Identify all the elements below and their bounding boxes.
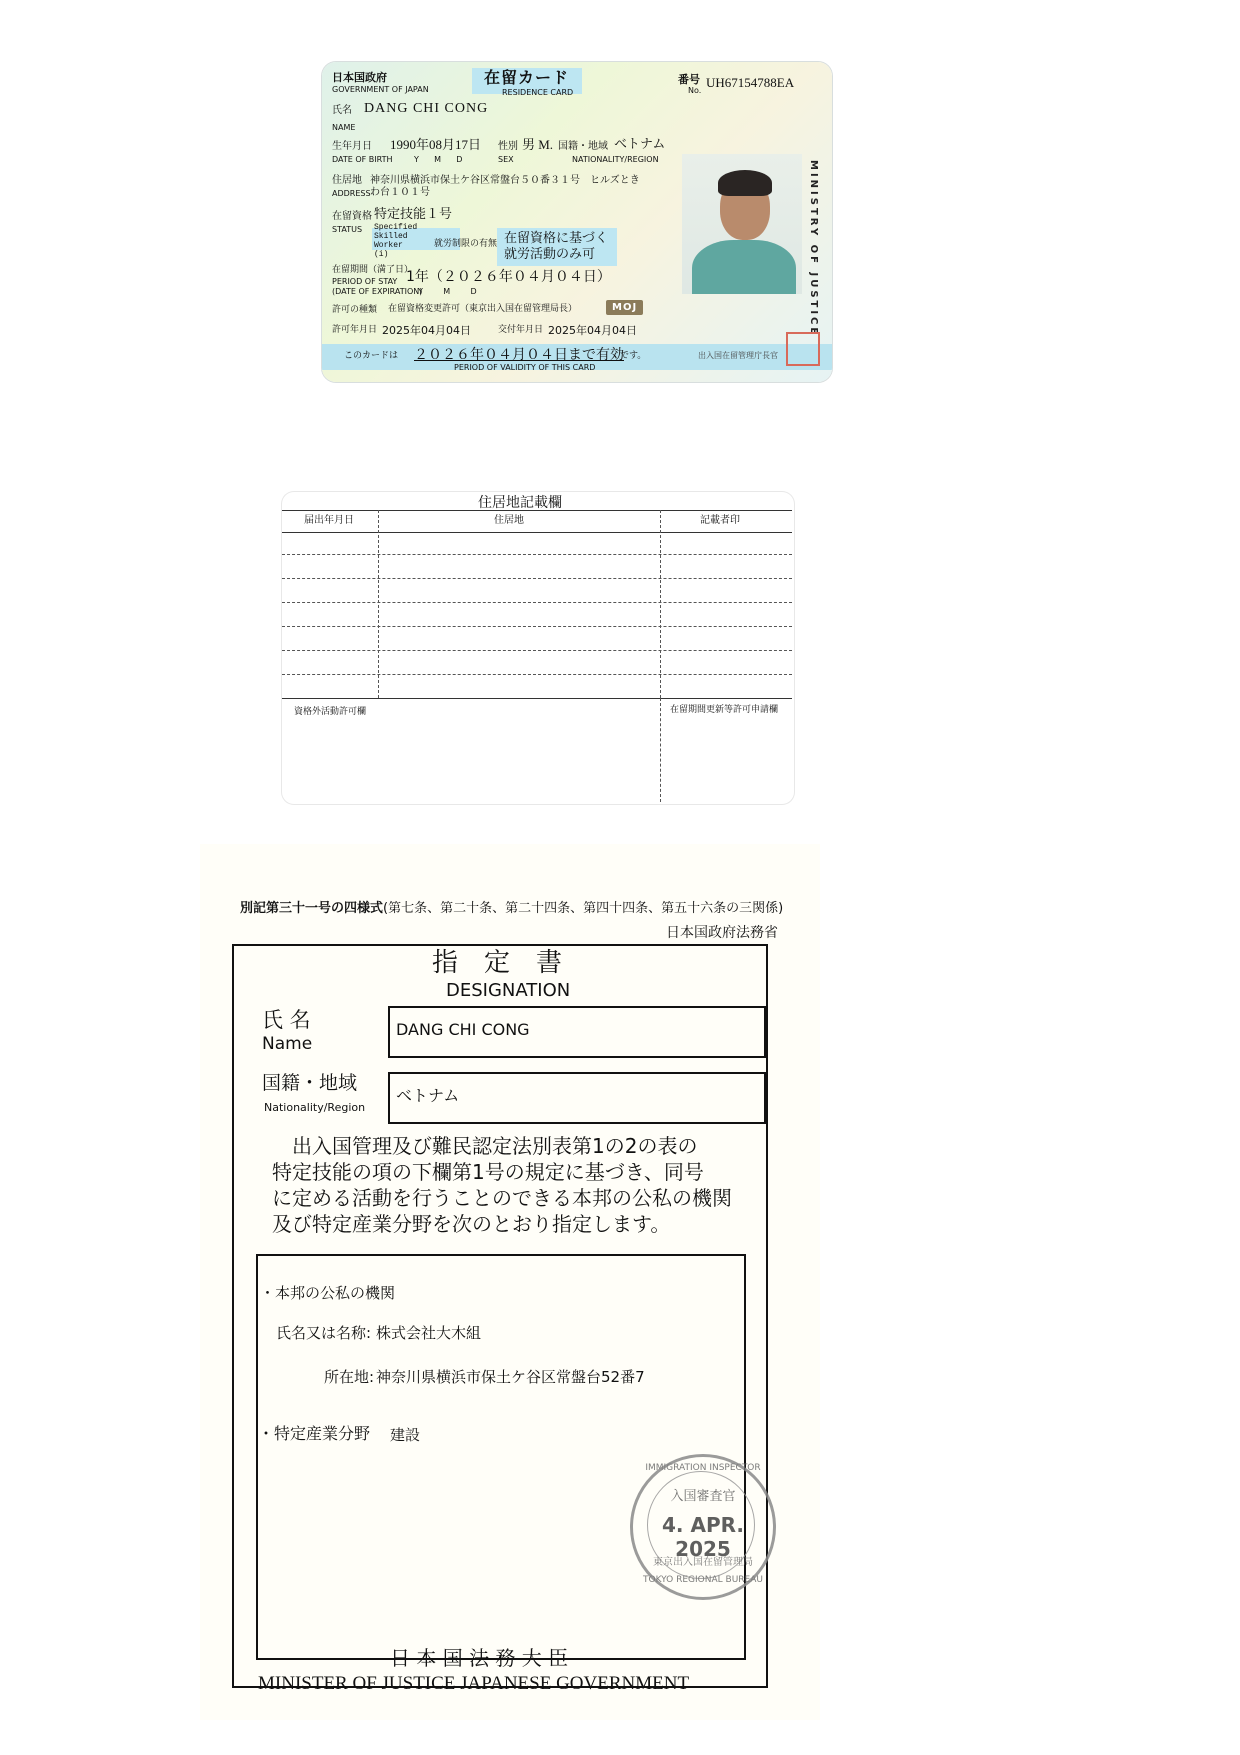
permission-outside-label: 資格外活動許可欄 xyxy=(294,707,367,717)
col-divider xyxy=(660,698,661,802)
work-limit-label: 就労制限の有無 xyxy=(434,239,498,249)
back-title: 住居地記載欄 xyxy=(478,495,562,511)
card-title-jp: 在留カード xyxy=(484,68,570,87)
seal-bottom-jp: 東京出入国在留管理局 xyxy=(653,1557,753,1568)
ministry-name: 日本国政府法務省 xyxy=(666,925,778,941)
period-ymd: Y M D xyxy=(418,287,477,296)
gov-jp: 日本国政府 xyxy=(332,71,387,84)
section-rule xyxy=(282,698,792,699)
org-address: 神奈川県横浜市保土ケ谷区常盤台52番7 xyxy=(376,1368,645,1386)
sex-label-en: SEX xyxy=(498,155,514,164)
designation-document xyxy=(200,844,820,1720)
card-name: DANG CHI CONG xyxy=(364,101,489,116)
validity-value: ２０２６年０４月０４日まで有効 xyxy=(414,347,624,363)
designation-title-jp: 指 定 書 xyxy=(432,948,563,978)
nationality-label-en: NATIONALITY/REGION xyxy=(572,155,659,164)
ministry-vertical-text: MINISTRY OF JUSTICE xyxy=(808,160,819,338)
period-label-en-2: (DATE OF EXPIRATION) xyxy=(332,287,423,296)
validity-en: PERIOD OF VALIDITY OF THIS CARD xyxy=(454,363,596,372)
status-value: 特定技能１号 xyxy=(374,207,453,222)
number-label-en: No. xyxy=(688,86,702,95)
status-label-jp: 在留資格 xyxy=(332,211,372,222)
seal-jp-text: 入国審査官 xyxy=(670,1489,736,1504)
address-line2: わ台１０１号 xyxy=(370,187,430,198)
work-limit-line2: 就労活動のみ可 xyxy=(504,247,596,262)
name-label-en: Name xyxy=(262,1034,313,1054)
permit-date-label: 許可年月日 xyxy=(332,325,378,335)
gov-en: GOVERNMENT OF JAPAN xyxy=(332,85,429,94)
designation-nationality: ベトナム xyxy=(396,1086,460,1105)
org-name: 株式会社大木組 xyxy=(376,1324,482,1342)
sex-value: 男 M. xyxy=(522,137,554,152)
official-seal-icon xyxy=(786,332,820,366)
period-label-jp: 在留期間（満了日） xyxy=(332,265,414,275)
moj-badge: MOJ xyxy=(606,300,643,315)
number-label-jp: 番号 xyxy=(678,73,700,86)
form-reference-rest: (第七条、第二十条、第二十四条、第四十四条、第五十六条の三関係) xyxy=(383,901,784,916)
body-line-4: 及び特定産業分野を次のとおり指定します。 xyxy=(272,1212,671,1236)
address-label-jp: 住居地 xyxy=(332,175,362,186)
status-en-4: (i) xyxy=(374,250,389,259)
header-rule-top xyxy=(282,510,792,511)
work-limit-line1: 在留資格に基づく xyxy=(504,231,609,246)
footer-en: MINISTER OF JUSTICE JAPANESE GOVERNMENT xyxy=(258,1673,690,1694)
name-label-jp: 氏名 xyxy=(332,105,352,116)
row-line xyxy=(282,626,792,627)
body-line-1: 出入国管理及び難民認定法別表第1の2の表の xyxy=(292,1134,698,1158)
row-line xyxy=(282,650,792,651)
field-value: 建設 xyxy=(390,1426,421,1444)
status-label-en: STATUS xyxy=(332,225,363,234)
col-divider xyxy=(378,510,379,698)
nationality-label-jp: 国籍・地域 xyxy=(262,1072,358,1094)
footer-jp: 日 本 国 法 務 大 臣 xyxy=(390,1646,569,1670)
issuer-name: 出入国在留管理庁長官 xyxy=(698,351,778,360)
permit-type-value: 在留資格変更許可（東京出入国在留管理局長） xyxy=(388,304,578,314)
validity-suffix: です。 xyxy=(620,351,647,361)
card-title-en: RESIDENCE CARD xyxy=(502,88,574,97)
address-line1: 神奈川県横浜市保土ケ谷区常盤台５０番３１号 ヒルズとき xyxy=(370,175,640,186)
col-divider xyxy=(660,510,661,698)
org-address-label: 所在地: xyxy=(324,1368,375,1386)
organization-box xyxy=(256,1254,746,1660)
permit-type-label: 許可の種類 xyxy=(332,305,378,315)
dob-value: 1990年08月17日 xyxy=(390,137,482,152)
status-en-3: Worker xyxy=(374,241,403,250)
name-label-jp: 氏 名 xyxy=(262,1008,311,1032)
address-label-en: ADDRESS xyxy=(332,189,371,198)
dob-ymd: Y M D xyxy=(414,155,463,164)
name-label-en: NAME xyxy=(332,123,356,132)
field-label: ・特定産業分野 xyxy=(258,1424,371,1443)
org-heading: ・本邦の公私の機関 xyxy=(260,1284,396,1302)
sex-label-jp: 性別 xyxy=(498,141,518,152)
body-line-3: に定める活動を行うことのできる本邦の公私の機関 xyxy=(272,1186,732,1210)
nationality-label-jp: 国籍・地域 xyxy=(558,141,608,152)
col-stamp: 記載者印 xyxy=(700,515,740,526)
designation-title-en: DESIGNATION xyxy=(446,980,571,1001)
holder-photo xyxy=(682,154,802,294)
extension-application-label: 在留期間更新等許可申請欄 xyxy=(670,705,779,715)
issue-date-value: 2025年04月04日 xyxy=(548,324,637,337)
permit-date-value: 2025年04月04日 xyxy=(382,324,471,337)
header-rule-bottom xyxy=(282,532,792,533)
col-address: 住居地 xyxy=(494,515,524,526)
col-date: 届出年月日 xyxy=(304,515,354,526)
row-line xyxy=(282,602,792,603)
form-reference-bold: 別記第三十一号の四様式 xyxy=(240,901,384,916)
dob-label-en: DATE OF BIRTH xyxy=(332,155,393,164)
row-line xyxy=(282,554,792,555)
card-number: UH67154788EA xyxy=(706,75,795,90)
status-en-1: Specified xyxy=(374,223,418,232)
period-label-en-1: PERIOD OF STAY xyxy=(332,277,398,286)
residence-card-back xyxy=(282,492,794,804)
designation-name: DANG CHI CONG xyxy=(396,1020,530,1039)
status-en-2: Skilled xyxy=(374,232,408,241)
org-name-label: 氏名又は名称: xyxy=(276,1324,372,1342)
seal-top-text: IMMIGRATION INSPECTOR xyxy=(645,1463,761,1473)
issue-date-label: 交付年月日 xyxy=(498,325,544,335)
validity-prefix: このカードは xyxy=(344,351,399,361)
nationality-label-en: Nationality/Region xyxy=(264,1101,366,1114)
row-line xyxy=(282,674,792,675)
residence-card-front xyxy=(322,62,832,382)
dob-label-jp: 生年月日 xyxy=(332,141,372,152)
body-line-2: 特定技能の項の下欄第1号の規定に基づき、同号 xyxy=(272,1160,704,1184)
nationality-value: ベトナム xyxy=(614,137,666,152)
immigration-inspector-seal-icon xyxy=(630,1454,776,1600)
row-line xyxy=(282,578,792,579)
period-value: 1年（２０２６年０４月０４日） xyxy=(406,269,611,285)
seal-bottom-en: TOKYO REGIONAL BUREAU xyxy=(643,1575,763,1585)
seal-date: 4. APR. 2025 xyxy=(662,1513,744,1561)
form-reference xyxy=(240,902,783,915)
